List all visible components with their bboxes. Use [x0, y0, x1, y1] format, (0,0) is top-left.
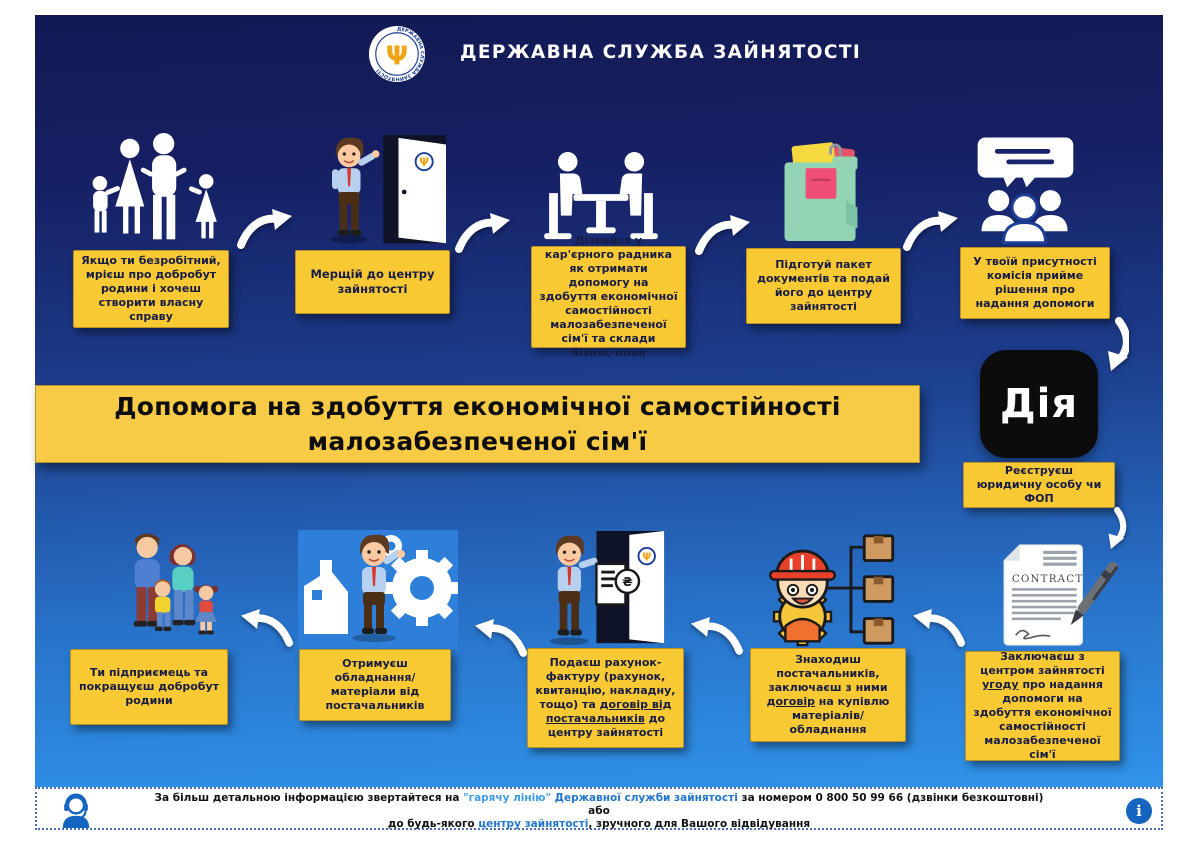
underlined-term: договір від постачальників: [545, 698, 672, 726]
flow-arrow-left-icon: [241, 607, 293, 651]
hotline-phone-number: 0 800 50 99 66: [815, 792, 904, 804]
step-box-contract: [965, 651, 1120, 761]
svg-text:Ψ: Ψ: [419, 154, 429, 169]
diia-logo-text: Дія: [999, 381, 1079, 427]
step-box-entrepreneur: [70, 649, 228, 725]
step-text: Подаєш рахунок-фактуру (рахунок, квитанцію, накладну, тощо) та договір від постачальників до центру зайнятості: [535, 655, 676, 740]
contract-label: CONTRACT: [1011, 573, 1084, 586]
receive-equipment-icon: [298, 530, 458, 650]
banner-line2: малозабезпеченої сім'ї: [307, 427, 648, 456]
footer-text: [147, 792, 1051, 831]
step-box-equipment: [299, 649, 451, 721]
step-box-career-advisor: [531, 233, 686, 360]
svg-text:Ψ: Ψ: [642, 550, 652, 564]
step-box-go-to-center: [295, 250, 450, 314]
hotline-link: "гарячу лінію": [463, 792, 551, 804]
career-advisor-meeting-icon: [535, 150, 667, 244]
employment-service-logo-icon: [368, 25, 426, 83]
man-knocking-door-icon: [313, 135, 465, 249]
submit-invoice-door-icon: [535, 531, 683, 649]
step-text: У твоїй присутності комісія прийме рішення про надання допомоги: [973, 254, 1097, 311]
logo-ring-text: ДЕРЖАВНА СЛУЖБА ЗАЙНЯТОСТІ: [376, 27, 424, 81]
title-banner: [35, 385, 920, 463]
footer-bar: [35, 787, 1163, 830]
banner-line1: Допомога на здобуття економічної самостійності: [114, 392, 841, 421]
commission-decision-icon: [970, 137, 1080, 247]
page-title: ДЕРЖАВНА СЛУЖБА ЗАЙНЯТОСТІ: [460, 42, 862, 63]
employment-center-link: центру зайнятості: [478, 818, 589, 831]
diia-app-icon: [980, 350, 1098, 458]
service-name: Державної служби зайнятості: [550, 792, 738, 804]
step-text: Ти підприємець та покращуєш добробут родини: [78, 665, 220, 708]
step-box-suppliers: [750, 648, 906, 742]
step-box-unemployed: [73, 250, 229, 328]
footer-line2: або: [588, 805, 610, 818]
step-box-invoice: [527, 648, 684, 748]
family-silhouette-icon: [85, 133, 223, 249]
step-box-commission: [960, 247, 1110, 319]
underlined-term: договір: [766, 695, 815, 708]
step-text: Отримуєш обладнання/матеріали від постачальників: [325, 656, 425, 713]
supplier-worker-boxes-icon: [757, 533, 905, 647]
step-box-register-fop: [963, 462, 1115, 508]
flow-arrow-right-icon: [237, 207, 292, 253]
hotline-operator-icon: [59, 793, 93, 829]
step-text: Заключаєш з центром зайнятості угоду про надання допомоги на здобуття економічної самостійності малозабезпеченої сім'ї: [973, 649, 1112, 762]
flow-arrow-left-icon: [913, 607, 965, 651]
step-text: Реєструєш юридичну особу чи ФОП: [976, 463, 1102, 506]
underlined-term: угоду: [982, 677, 1019, 691]
flow-arrow-right-icon: [455, 211, 510, 257]
step-text: Мерщій до центру зайнятості: [310, 267, 435, 296]
footer-line1: За більш детальною інформацією звертайтеся на "гарячу лінію" Державної служби зайнятості за номером 0 800 50 99 66 (дзвінки безкоштовні): [154, 792, 1044, 804]
step-text: Якщо ти безробітний, мрієш про добробут родини і хочеш створити власну справу: [81, 253, 221, 324]
contract-signing-icon: [987, 541, 1125, 649]
main-canvas: [35, 15, 1163, 788]
step-text: Дізнайся у кар'єрного радника як отримати допомогу на здобуття економічної самостійності малозабезпеченої сім'ї та склади бізнес-план: [539, 233, 678, 360]
happy-family-icon: [97, 527, 237, 651]
info-icon: i: [1126, 798, 1152, 824]
logo-person-glyph: Ψ: [385, 41, 409, 72]
documents-folder-icon: [773, 141, 869, 247]
footer-line3: до будь-якого центру зайнятості, зручного для Вашого відвідування: [387, 818, 811, 831]
hryvnia-symbol: ₴: [621, 574, 633, 590]
step-text: Знаходиш постачальників, заключаєш з ними договір на купівлю матеріалів/обладнання: [766, 652, 890, 737]
flow-arrow-right-icon: [695, 213, 750, 259]
step-text: Підготуй пакет документів та подай його до центру зайнятості: [757, 257, 890, 314]
flow-arrow-left-icon: [475, 617, 527, 661]
flow-arrow-left-icon: [691, 615, 743, 659]
flow-arrow-right-icon: [903, 209, 958, 255]
step-box-documents: [746, 248, 901, 324]
